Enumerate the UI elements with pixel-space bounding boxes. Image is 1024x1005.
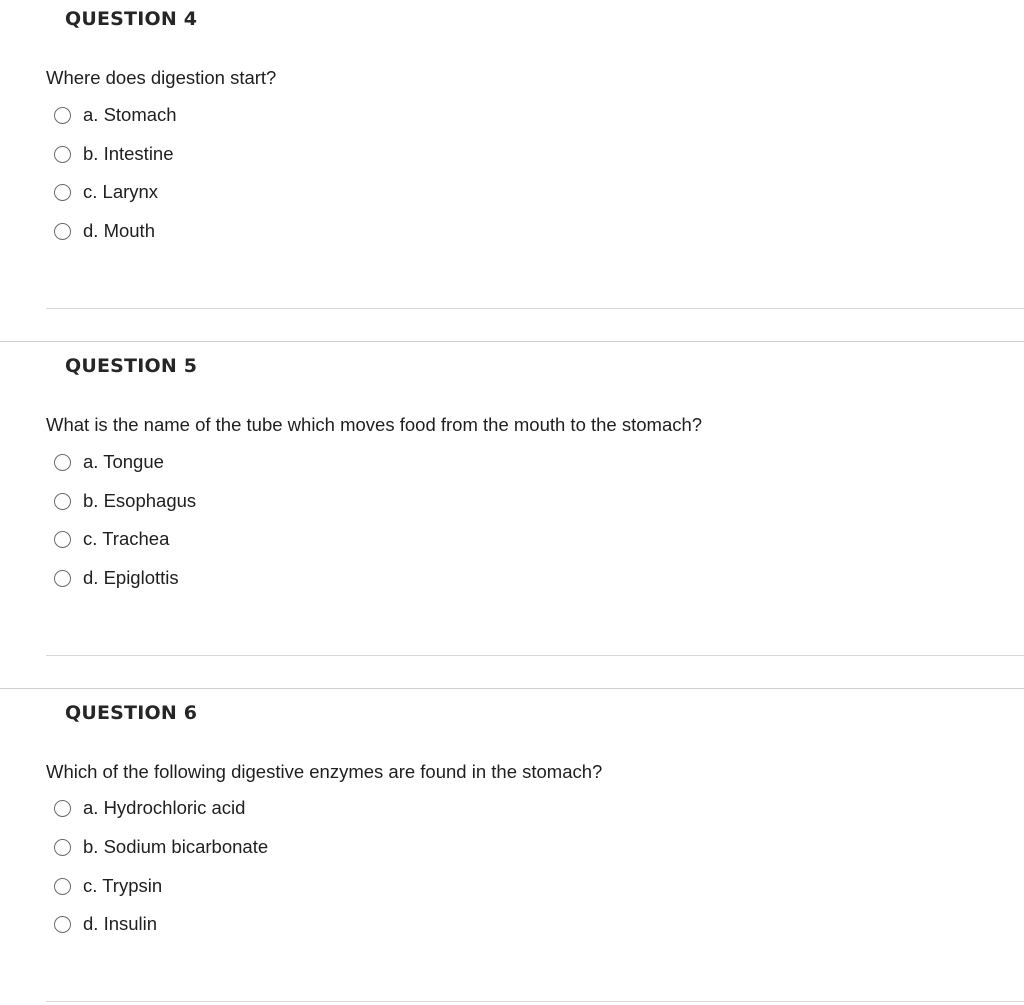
- radio-button[interactable]: [54, 839, 71, 856]
- question-heading: QUESTION 5: [65, 355, 198, 377]
- radio-button[interactable]: [54, 184, 71, 201]
- radio-button[interactable]: [54, 107, 71, 124]
- option-d[interactable]: [54, 566, 179, 590]
- radio-button[interactable]: [54, 570, 71, 587]
- option-label: c. Trypsin: [83, 875, 163, 896]
- question-heading: QUESTION 4: [65, 8, 198, 30]
- option-b[interactable]: [54, 489, 196, 513]
- radio-button[interactable]: [54, 531, 71, 548]
- option-label: b. Esophagus: [83, 490, 197, 511]
- option-label: d. Epiglottis: [83, 567, 179, 588]
- option-label: d. Mouth: [83, 220, 155, 241]
- option-d[interactable]: [54, 219, 155, 243]
- question-heading: QUESTION 6: [65, 702, 198, 724]
- option-label: c. Larynx: [83, 181, 159, 202]
- option-label: a. Stomach: [83, 104, 177, 125]
- option-label: d. Insulin: [83, 913, 158, 934]
- option-c[interactable]: [54, 180, 158, 204]
- question-text: Which of the following digestive enzymes are found in the stomach?: [46, 761, 603, 782]
- question-divider: [46, 308, 1024, 309]
- option-label: a. Hydrochloric acid: [83, 797, 246, 818]
- option-a[interactable]: [54, 450, 164, 474]
- radio-button[interactable]: [54, 800, 71, 817]
- option-c[interactable]: [54, 527, 169, 551]
- radio-button[interactable]: [54, 493, 71, 510]
- radio-button[interactable]: [54, 878, 71, 895]
- question-text: What is the name of the tube which moves food from the mouth to the stomach?: [46, 414, 703, 435]
- radio-button[interactable]: [54, 146, 71, 163]
- option-c[interactable]: [54, 874, 162, 898]
- option-b[interactable]: [54, 142, 174, 166]
- section-divider: [0, 688, 1024, 689]
- question-divider: [46, 1001, 1024, 1002]
- question-divider: [46, 655, 1024, 656]
- radio-button[interactable]: [54, 916, 71, 933]
- question-text: Where does digestion start?: [46, 67, 277, 88]
- option-label: a. Tongue: [83, 451, 164, 472]
- option-label: b. Sodium bicarbonate: [83, 836, 269, 857]
- option-a[interactable]: [54, 103, 177, 127]
- option-d[interactable]: [54, 912, 157, 936]
- option-label: b. Intestine: [83, 143, 174, 164]
- radio-button[interactable]: [54, 223, 71, 240]
- radio-button[interactable]: [54, 454, 71, 471]
- option-label: c. Trachea: [83, 528, 170, 549]
- option-a[interactable]: [54, 796, 245, 820]
- option-b[interactable]: [54, 835, 268, 859]
- section-divider: [0, 341, 1024, 342]
